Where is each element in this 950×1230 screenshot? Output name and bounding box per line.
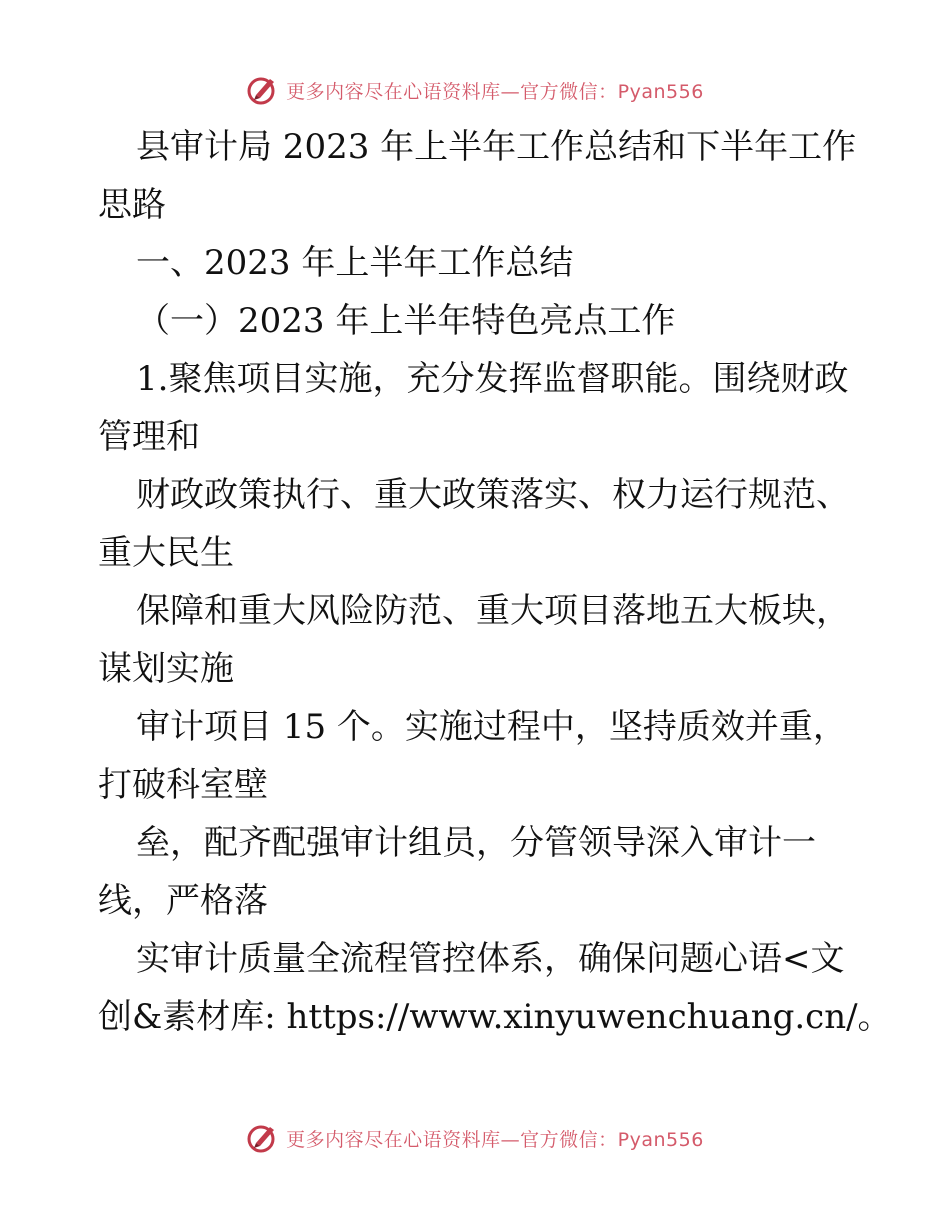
paragraph-line: 1.聚焦项目实施，充分发挥监督职能。围绕财政 <box>136 359 849 399</box>
paragraph-line: 实审计质量全流程管控体系，确保问题心语<文 <box>136 939 845 979</box>
subsection-heading-1: （一）2023 年上半年特色亮点工作 <box>136 301 676 341</box>
footer-banner-text: 更多内容尽在心语资料库—官方微信：Pyan556 <box>286 1128 704 1151</box>
paragraph-line: 线，严格落 <box>98 881 268 921</box>
section-heading-1: 一、2023 年上半年工作总结 <box>136 243 574 283</box>
footer-wechat-id: Pyan556 <box>617 1128 704 1151</box>
paragraph-line: 管理和 <box>98 417 200 457</box>
source-link-line: 创&素材库: https://www.xinyuwenchuang.cn/。 <box>98 997 892 1037</box>
header-banner-text: 更多内容尽在心语资料库—官方微信：Pyan556 <box>286 80 704 103</box>
header-wechat-id: Pyan556 <box>617 80 704 103</box>
doc-title-line-1: 县审计局 2023 年上半年工作总结和下半年工作 <box>136 127 857 167</box>
paragraph-line: 打破科室壁 <box>98 765 268 805</box>
document-body <box>98 118 892 1046</box>
paragraph-line: 垒，配齐配强审计组员，分管领导深入审计一 <box>136 823 816 863</box>
pen-logo-icon <box>246 73 280 107</box>
paragraph-line: 谋划实施 <box>98 649 234 689</box>
paragraph-line: 财政政策执行、重大政策落实、权力运行规范、 <box>136 475 850 515</box>
paragraph-line: 审计项目 15 个。实施过程中，坚持质效并重， <box>136 707 847 747</box>
paragraph-line: 保障和重大风险防范、重大项目落地五大板块， <box>136 591 850 631</box>
doc-title-line-2: 思路 <box>98 185 166 225</box>
pen-logo-icon <box>246 1121 280 1155</box>
footer-banner <box>0 1118 950 1158</box>
header-banner <box>0 70 950 110</box>
paragraph-line: 重大民生 <box>98 533 234 573</box>
